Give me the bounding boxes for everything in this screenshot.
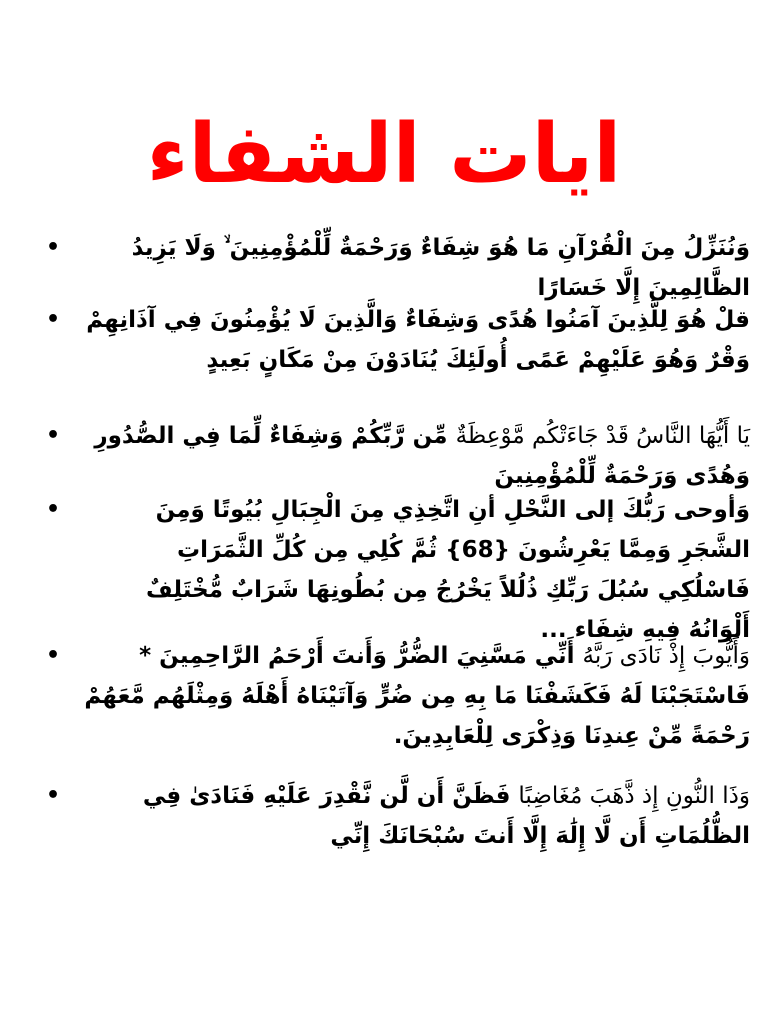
verse-text: فَظَنَّ أَن لَّن نَّقْدِرَ عَلَيْهِ فَنَادَىٰ فِي الظُّلُمَاتِ أَن لَّا إِلَٰهَ إِلَّا أَنتَ سُبْحَانَكَ إِنِّي: [142, 783, 750, 849]
verse-item: [38, 636, 750, 776]
verse-text: قلْ هُوَ لِلَّذِينَ آمَنُوا هُدًى وَشِفَاءٌ وَالَّذِينَ لَا يُؤْمِنُونَ فِي آذَانِهِمْ وَقْرٌ وَهُوَ عَلَيْهِمْ عَمًى أُولَئِكَ يُنَادَوْنَ مِنْ مَكَانٍ بَعِيدٍ: [86, 307, 750, 373]
verse-text: وَنُنَزِّلُ مِنَ الْقُرْآنِ مَا هُوَ شِفَاءٌ وَرَحْمَةٌ لِّلْمُؤْمِنِينَ ۙ وَلَا يَزِيدُ الظَّالِمِينَ إِلَّا خَسَارًا: [131, 235, 750, 301]
bullet-icon: •: [45, 423, 61, 448]
verse-item: [38, 416, 750, 490]
verse-item: [38, 228, 750, 300]
verse-lead: يَا أَيُّهَا النَّاسُ قَدْ جَاءَتْكُم مَّوْعِظَةٌ: [455, 423, 750, 449]
page-title: ايات الشفاء: [146, 107, 622, 202]
verse-text: أَنِّي مَسَّنِيَ الضُّرُّ وَأَنتَ أَرْحَمُ الرَّاحِمِينَ * فَاسْتَجَبْنَا لَهُ فَكَشَفْنَا مَا بِهِ مِن ضُرٍّ وَآتَيْنَاهُ أَهْلَهُ وَمِثْلَهُم مَّعَهُمْ رَحْمَةً مِّنْ عِندِنَا وَذِكْرَى لِلْعَابِدِينَ.: [84, 643, 750, 749]
bullet-icon: •: [45, 497, 61, 522]
verse-lead: وَأَيُّوبَ إِذْ نَادَى رَبَّهُ: [582, 643, 750, 669]
bullet-icon: •: [45, 307, 61, 332]
bullet-icon: •: [45, 643, 61, 668]
verse-lead: وَذَا النُّونِ إِذ ذَّهَبَ مُغَاضِبًا: [518, 783, 750, 809]
bullet-icon: •: [45, 783, 61, 808]
bullet-icon: •: [45, 235, 61, 260]
verse-item: [38, 300, 750, 416]
verse-text: وَأوحى رَبُّكَ إلى النَّحْلِ أنِ اتَّخِذِي مِنَ الْجِبَالِ بُيُوتًا وَمِنَ الشَّجَرِ وَمِمَّا يَعْرِشُونَ {68} ثُمَّ كُلِي مِن كُلِّ الثَّمَرَاتِ فَاسْلُكِي سُبُلَ رَبِّكِ ذُلُلاً يَخْرُجُ مِن بُطُونِهَا شَرَابٌ مُّخْتَلِفٌ أَلْوَانُهُ فِيهِ شِفَاء ...: [146, 497, 750, 643]
verse-item: [38, 490, 750, 643]
verse-text: مِّن رَّبِّكُمْ وَشِفَاءٌ لِّمَا فِي الصُّدُورِ وَهُدًى وَرَحْمَةٌ لِّلْمُؤْمِنِينَ: [94, 423, 750, 489]
verse-list: [38, 228, 750, 856]
verse-item: [38, 776, 750, 856]
